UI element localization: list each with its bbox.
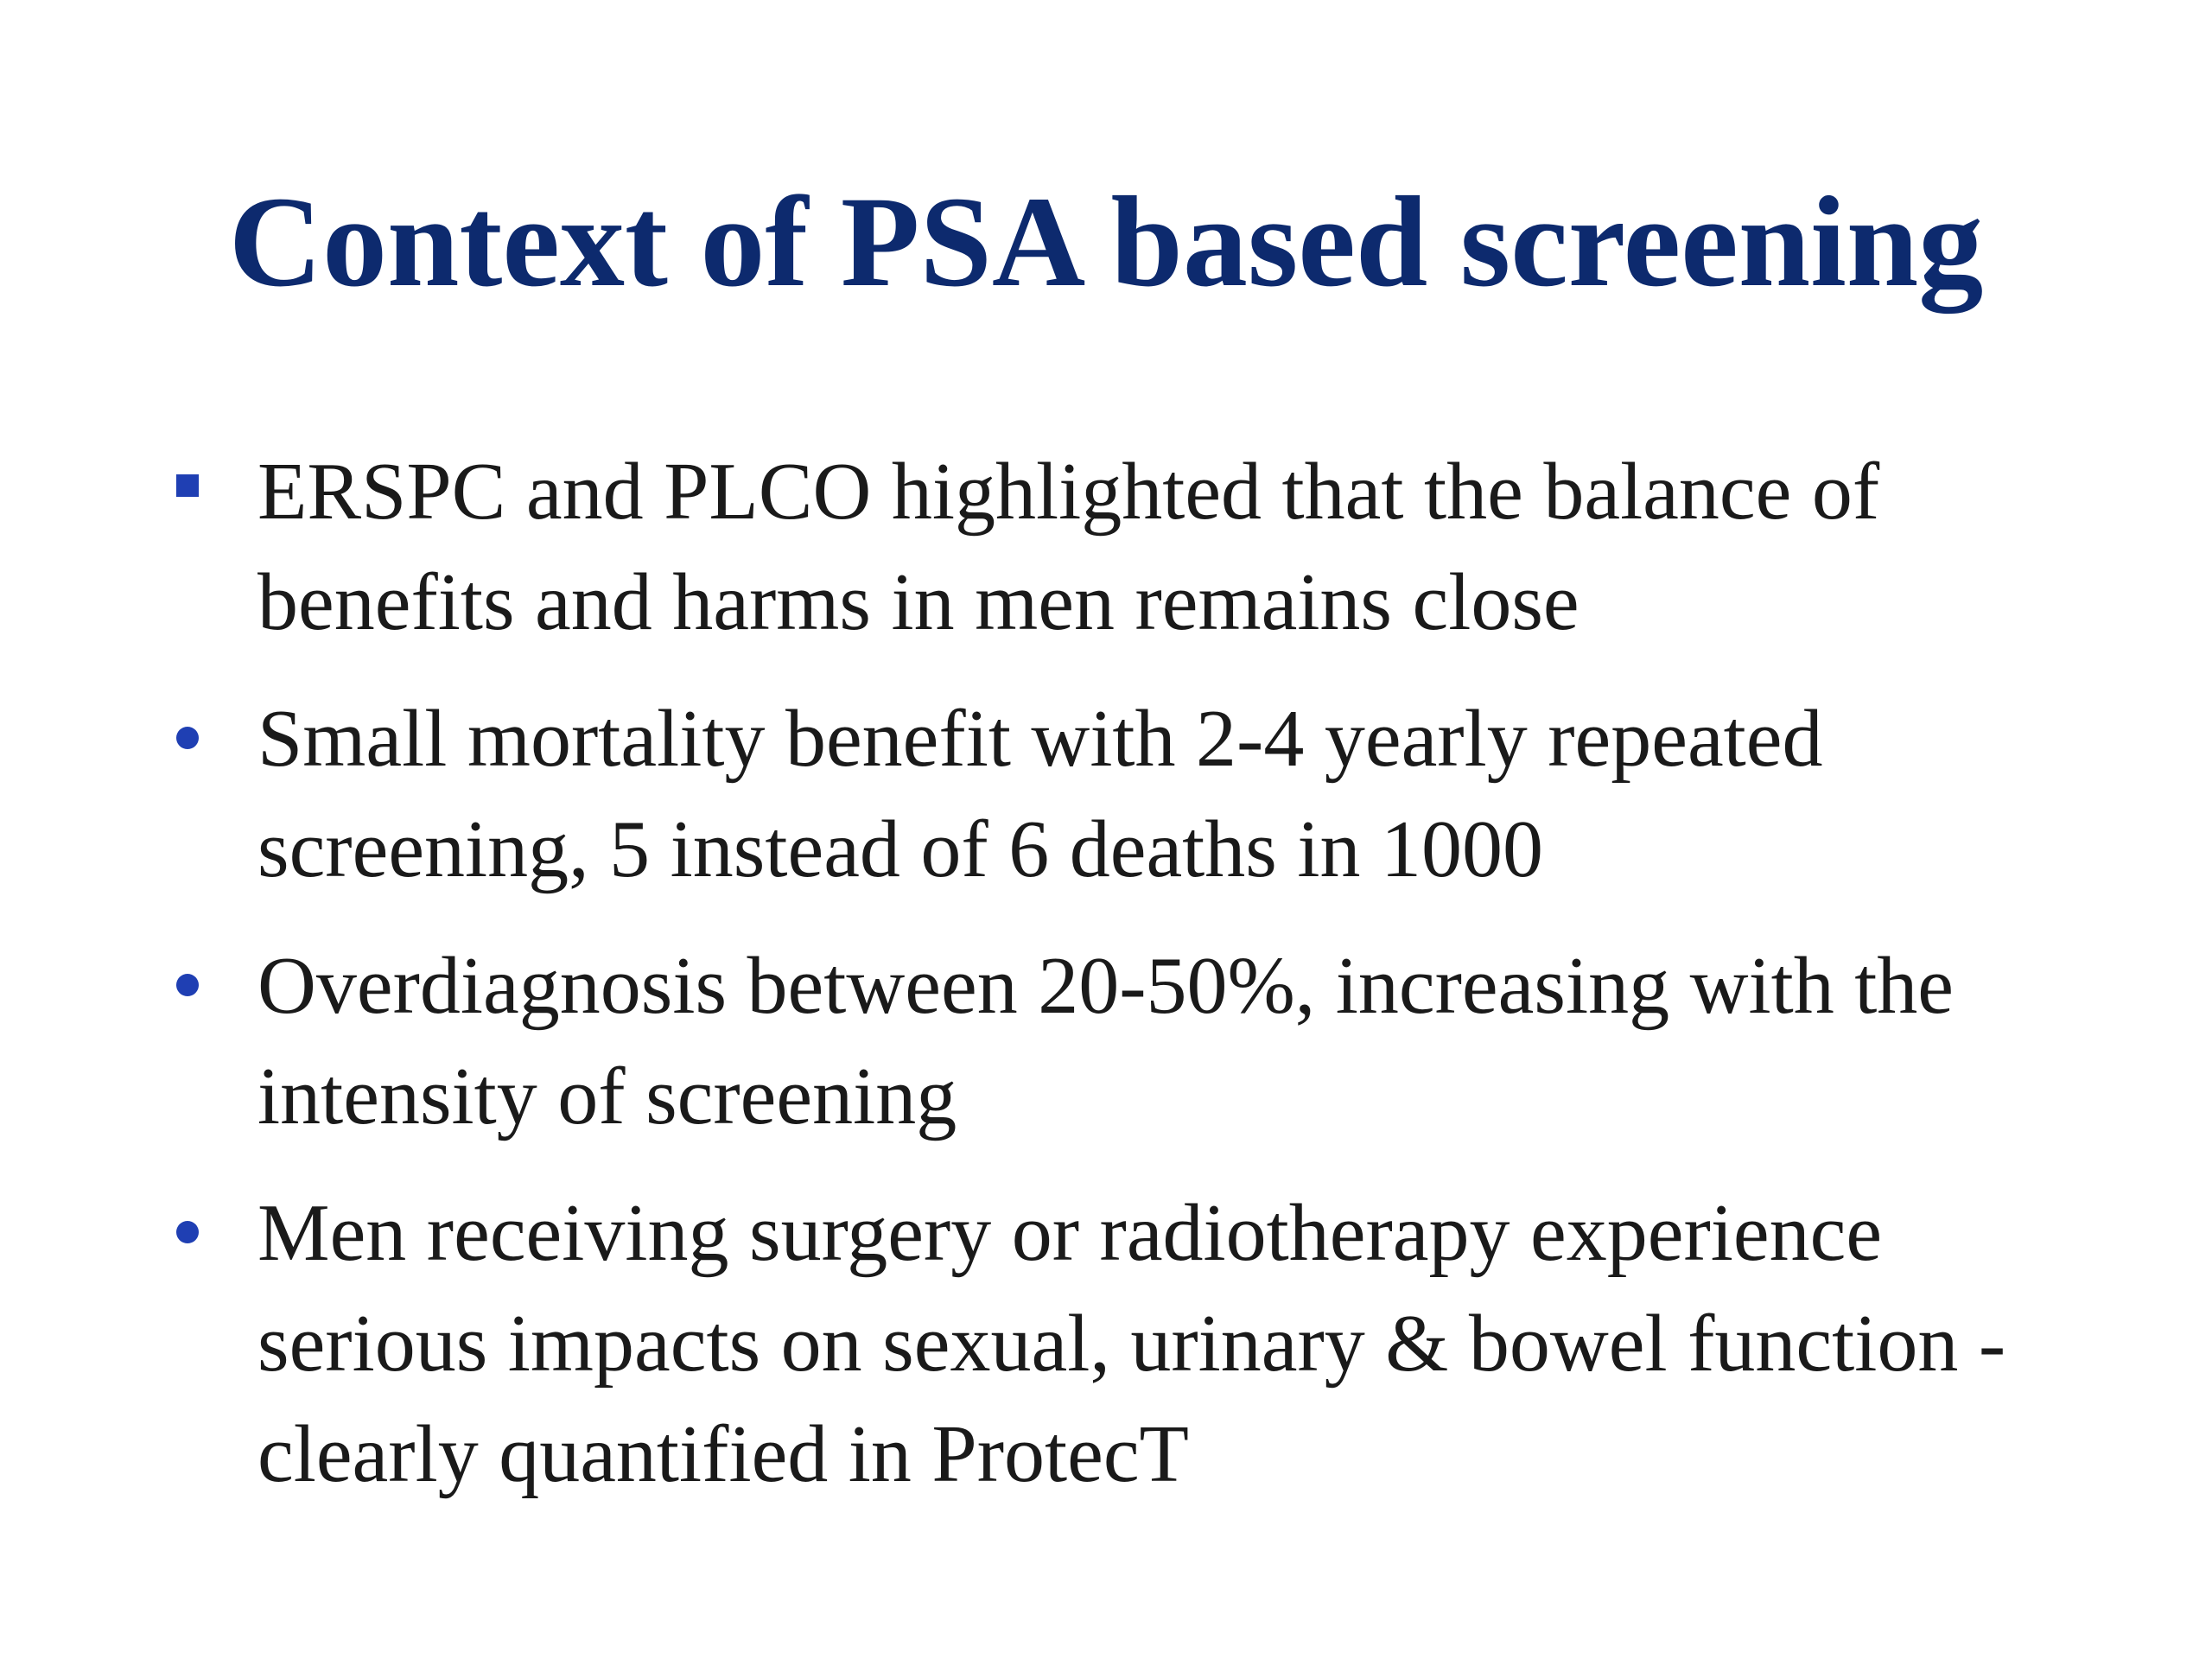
bullet-text: Small mortality benefit with 2-4 yearly repeated screening, 5 instead of 6 deaths in 1000 bbox=[257, 694, 1823, 894]
bullet-list bbox=[164, 436, 2108, 1535]
bullet-text: Men receiving surgery or radiotherapy experience serious impacts on sexual, urinary & bowel function - clearly quantified in ProtecT bbox=[257, 1188, 2006, 1499]
bullet-item bbox=[164, 931, 2108, 1152]
square-bullet-icon bbox=[176, 474, 199, 497]
dot-bullet-icon bbox=[176, 727, 199, 749]
bullet-item bbox=[164, 683, 2108, 905]
dot-bullet-icon bbox=[176, 974, 199, 996]
bullet-text: Overdiagnosis between 20-50%, increasing with the intensity of screening bbox=[257, 941, 1955, 1141]
bullet-text: ERSPC and PLCO highlighted that the balance of benefits and harms in men remains close bbox=[257, 447, 1880, 647]
slide-title: Context of PSA based screening bbox=[228, 170, 1984, 314]
bullet-item bbox=[164, 436, 2108, 658]
bullet-item bbox=[164, 1178, 2108, 1510]
dot-bullet-icon bbox=[176, 1221, 199, 1243]
